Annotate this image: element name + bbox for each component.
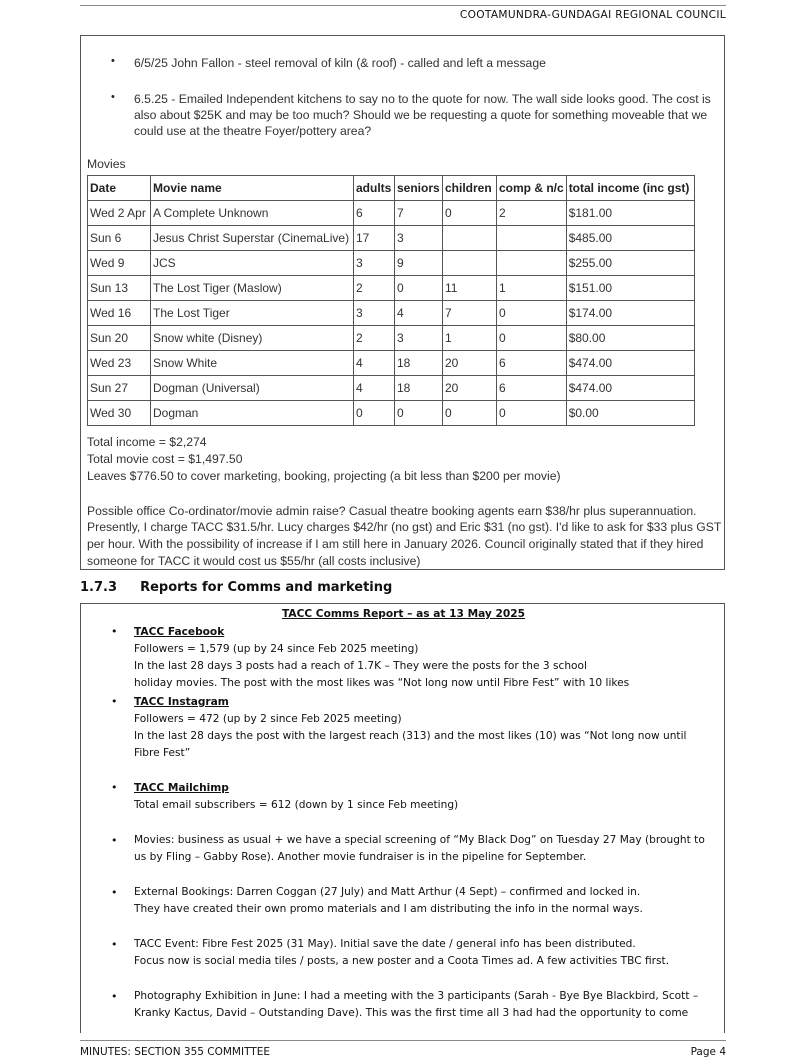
table-header-row [88, 176, 695, 201]
table-row [88, 226, 695, 251]
table-cell: $151.00 [566, 276, 694, 301]
table-cell: The Lost Tiger [151, 301, 354, 326]
table-cell: $0.00 [566, 401, 694, 426]
bullet-dot: • [111, 625, 118, 638]
bullet-dot: • [111, 990, 118, 1003]
column-header: total income (inc gst) [566, 176, 694, 201]
facebook-line: holiday movies. The post with the most likes was “Not long now until Fibre Fest” with 10 likes [134, 677, 630, 689]
table-cell: 18 [395, 351, 443, 376]
table-cell: A Complete Unknown [151, 201, 354, 226]
table-row [88, 376, 695, 401]
mailchimp-heading: TACC Mailchimp [134, 782, 229, 794]
movies-report-line: Movies: business as usual + we have a special screening of “My Black Dog” on Tuesday 27 May (brought to [134, 834, 705, 846]
instagram-line: Fibre Fest” [134, 747, 191, 759]
table-cell [443, 251, 497, 276]
bullet-dot: • [111, 695, 118, 708]
table-row [88, 301, 695, 326]
table-cell: 0 [395, 276, 443, 301]
table-cell: Sun 6 [88, 226, 151, 251]
note-kitchens-line1: 6.5.25 - Emailed Independent kitchens to say no to the quote for now. The wall side looks good. The cost is [134, 92, 711, 106]
table-cell: Jesus Christ Superstar (CinemaLive) [151, 226, 354, 251]
table-cell: 3 [395, 326, 443, 351]
table-cell: 2 [497, 201, 567, 226]
table-row [88, 276, 695, 301]
table-cell: 6 [354, 201, 395, 226]
bullet-dot: • [111, 834, 118, 847]
table-cell: 4 [395, 301, 443, 326]
table-cell: 6 [497, 351, 567, 376]
table-cell: 3 [354, 251, 395, 276]
table-cell [497, 226, 567, 251]
table-cell: Wed 2 Apr [88, 201, 151, 226]
movies-table [87, 175, 695, 426]
table-cell: 11 [443, 276, 497, 301]
column-header: children [443, 176, 497, 201]
raise-line-4: someone for TACC it would cost us $55/hr (all costs inclusive) [87, 554, 421, 568]
table-cell: 9 [395, 251, 443, 276]
table-cell: $474.00 [566, 351, 694, 376]
movies-label: Movies [87, 157, 126, 171]
table-row [88, 401, 695, 426]
table-cell: 2 [354, 326, 395, 351]
table-cell: 7 [395, 201, 443, 226]
total-movie-cost: Total movie cost = $1,497.50 [87, 452, 243, 466]
table-row [88, 326, 695, 351]
section-heading [80, 580, 392, 595]
table-cell: Dogman [151, 401, 354, 426]
column-header: Movie name [151, 176, 354, 201]
raise-line-1: Possible office Co-ordinator/movie admin raise? Casual theatre booking agents earn $38/hr plus superannuation. [87, 504, 697, 518]
facebook-heading: TACC Facebook [134, 626, 225, 638]
table-cell: Snow White [151, 351, 354, 376]
photography-line: Photography Exhibition in June: I had a meeting with the 3 participants (Sarah - Bye Bye Blackbird, Scott – [134, 990, 699, 1002]
bullet-dot: • [111, 886, 118, 899]
table-cell: 18 [395, 376, 443, 401]
page-number: Page 4 [690, 1046, 726, 1058]
facebook-line: Followers = 1,579 (up by 24 since Feb 2025 meeting) [134, 643, 419, 655]
footer-rule [80, 1040, 726, 1041]
table-cell: 20 [443, 376, 497, 401]
table-cell: The Lost Tiger (Maslow) [151, 276, 354, 301]
column-header: Date [88, 176, 151, 201]
table-cell: 1 [443, 326, 497, 351]
table-cell: $80.00 [566, 326, 694, 351]
note-kitchens-line2: also about $25K and may be too much? Should we be requesting a quote for something moveable that we [134, 108, 708, 122]
council-name: COOTAMUNDRA-GUNDAGAI REGIONAL COUNCIL [459, 9, 726, 21]
bullet-dot: • [111, 938, 118, 951]
table-row [88, 351, 695, 376]
table-cell: Sun 13 [88, 276, 151, 301]
instagram-heading: TACC Instagram [134, 696, 229, 708]
table-cell: 2 [354, 276, 395, 301]
table-cell: Snow white (Disney) [151, 326, 354, 351]
table-cell: 17 [354, 226, 395, 251]
event-line: Focus now is social media tiles / posts, a new poster and a Coota Times ad. A few activities TBC first. [134, 955, 670, 967]
table-cell: $474.00 [566, 376, 694, 401]
table-cell: Dogman (Universal) [151, 376, 354, 401]
table-cell: 0 [497, 401, 567, 426]
table-cell: 7 [443, 301, 497, 326]
bullet-dot: • [111, 91, 115, 103]
table-cell: 0 [497, 326, 567, 351]
table-cell: 6 [497, 376, 567, 401]
movies-report-line: us by Fling – Gabby Rose). Another movie fundraiser is in the pipeline for September. [134, 851, 587, 863]
table-cell: JCS [151, 251, 354, 276]
facebook-line: In the last 28 days 3 posts had a reach of 1.7K – They were the posts for the 3 school [134, 660, 587, 672]
table-cell: Sun 27 [88, 376, 151, 401]
table-cell: $255.00 [566, 251, 694, 276]
section-number: 1.7.3 [80, 580, 118, 595]
footer-committee: MINUTES: SECTION 355 COMMITTEE [80, 1046, 270, 1058]
table-cell: 1 [497, 276, 567, 301]
external-bookings-line: External Bookings: Darren Coggan (27 July) and Matt Arthur (4 Sept) – confirmed and locked in. [134, 886, 641, 898]
leaves-amount: Leaves $776.50 to cover marketing, booking, projecting (a bit less than $200 per movie) [87, 469, 561, 483]
header-rule [80, 5, 726, 6]
column-header: seniors [395, 176, 443, 201]
column-header: comp & n/c [497, 176, 567, 201]
note-kiln: 6/5/25 John Fallon - steel removal of kiln (& roof) - called and left a message [134, 56, 546, 70]
raise-line-3: per hour. With the possibility of increase if I am still here in January 2026. Council originally stated that if they hired [87, 537, 704, 551]
table-cell: 20 [443, 351, 497, 376]
mailchimp-line: Total email subscribers = 612 (down by 1 since Feb meeting) [134, 799, 459, 811]
table-cell: 0 [497, 301, 567, 326]
table-cell [443, 226, 497, 251]
total-income: Total income = $2,274 [87, 435, 207, 449]
table-cell: Wed 9 [88, 251, 151, 276]
table-cell: Wed 16 [88, 301, 151, 326]
event-line: TACC Event: Fibre Fest 2025 (31 May). Initial save the date / general info has been distributed. [134, 938, 636, 950]
table-cell: 4 [354, 376, 395, 401]
instagram-line: In the last 28 days the post with the largest reach (313) and the most likes (10) was “Not long now until [134, 730, 687, 742]
instagram-line: Followers = 472 (up by 2 since Feb 2025 meeting) [134, 713, 402, 725]
table-cell: 3 [395, 226, 443, 251]
table-cell: 4 [354, 351, 395, 376]
table-row [88, 251, 695, 276]
column-header: adults [354, 176, 395, 201]
table-cell: Sun 20 [88, 326, 151, 351]
bullet-dot: • [111, 781, 118, 794]
table-row [88, 201, 695, 226]
raise-line-2: Presently, I charge TACC $31.5/hr. Lucy charges $42/hr (no gst) and Eric $31 (no gst). I'd like to ask for $33 plus GST [87, 520, 722, 534]
report-title: TACC Comms Report – as at 13 May 2025 [281, 608, 526, 620]
table-cell: 0 [395, 401, 443, 426]
table-cell: $174.00 [566, 301, 694, 326]
table-cell [497, 251, 567, 276]
note-kitchens-line3: could use at the theatre Foyer/pottery area? [134, 124, 372, 138]
photography-line: Kranky Kactus, David – Outstanding Dave). This was the first time all 3 had had the opportunity to come [134, 1007, 689, 1019]
table-cell: 0 [354, 401, 395, 426]
table-cell: 3 [354, 301, 395, 326]
bullet-dot: • [111, 55, 115, 67]
table-cell: 0 [443, 201, 497, 226]
table-cell: 0 [443, 401, 497, 426]
table-cell: $485.00 [566, 226, 694, 251]
section-title: Reports for Comms and marketing [140, 580, 393, 595]
table-cell: Wed 30 [88, 401, 151, 426]
table-cell: $181.00 [566, 201, 694, 226]
external-bookings-line: They have created their own promo materials and I am distributing the info in the normal ways. [134, 903, 643, 915]
table-cell: Wed 23 [88, 351, 151, 376]
